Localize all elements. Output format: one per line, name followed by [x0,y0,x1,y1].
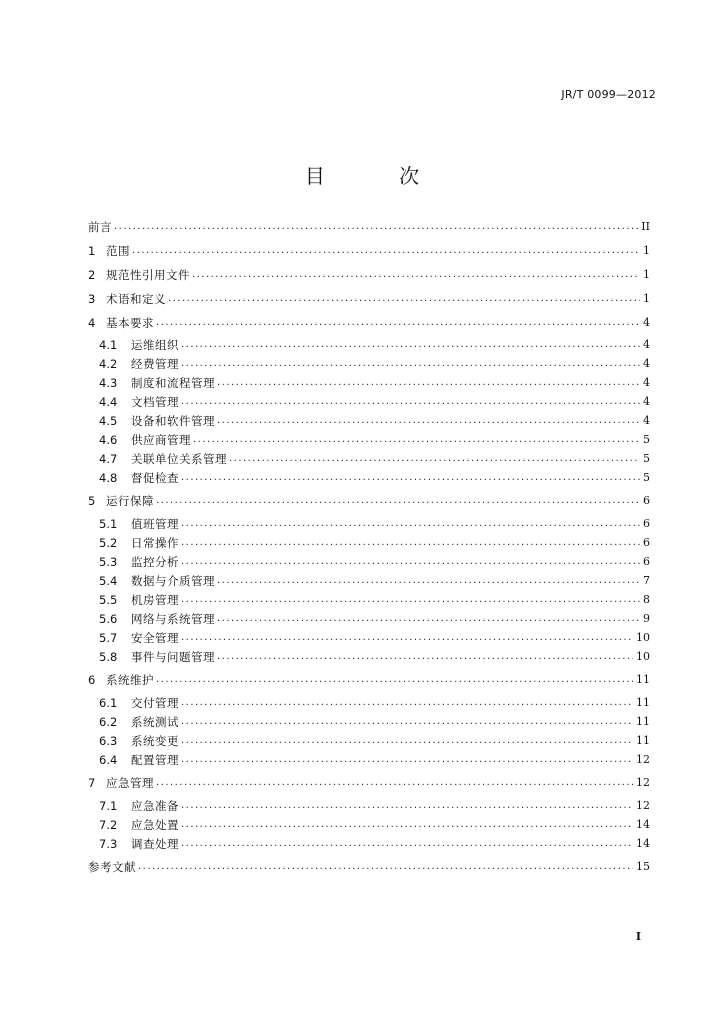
toc-leader-dots [181,554,640,570]
toc-entry-page: II [641,220,650,233]
toc-leader-dots [181,337,640,353]
toc-entry-label: 文档管理 [131,395,179,409]
toc-entry-page: 9 [643,612,650,625]
toc-entry-label: 参考文献 [88,860,136,874]
toc-entry-page: 12 [636,799,650,812]
toc-leader-dots [229,451,640,467]
toc-entry[interactable] [88,219,650,235]
toc-leader-dots [181,733,633,749]
toc-entry[interactable] [88,672,650,688]
toc-entry[interactable] [88,243,650,259]
toc-leader-dots [181,592,640,608]
toc-entry-label: 规范性引用文件 [106,268,190,282]
toc-entry[interactable] [99,554,650,570]
toc-leader-dots [217,649,633,665]
toc-leader-dots [217,611,640,627]
toc-entry[interactable] [99,714,650,730]
toc-entry[interactable] [88,267,650,283]
toc-entry[interactable] [99,470,650,486]
toc-entry-number: 5 [88,494,96,508]
toc-entry-number: 6.4 [99,753,118,767]
toc-entry[interactable] [88,493,650,509]
toc-leader-dots [217,413,640,429]
toc-entry-number: 5.4 [99,574,118,588]
toc-entry[interactable] [99,592,650,608]
toc-entry-page: 1 [643,268,650,281]
toc-entry[interactable] [99,630,650,646]
toc-entry[interactable] [99,733,650,749]
toc-entry-number: 5.6 [99,612,118,626]
toc-entry-label: 设备和软件管理 [131,414,215,428]
toc-leader-dots [156,775,633,791]
toc-entry-label: 基本要求 [106,316,154,330]
toc-leader-dots [156,672,633,688]
toc-leader-dots [181,714,633,730]
toc-entry-number: 6.2 [99,715,118,729]
toc-entry-page: 11 [636,715,650,728]
toc-entry-page: 4 [643,395,650,408]
toc-entry[interactable] [88,859,650,875]
toc-entry-label: 调查处理 [131,837,179,851]
toc-entry-number: 4.4 [99,395,118,409]
toc-entry-page: 4 [643,316,650,329]
toc-entry-label: 运行保障 [106,494,154,508]
toc-leader-dots [181,356,640,372]
toc-leader-dots [181,752,633,768]
toc-entry-number: 7 [88,776,96,790]
toc-title: 目 次 [304,164,454,188]
toc-entry-label: 系统变更 [131,734,179,748]
toc-entry-number: 5.5 [99,593,118,607]
toc-entry-label: 系统维护 [106,673,154,687]
toc-entry[interactable] [99,535,650,551]
toc-entry-page: 4 [643,376,650,389]
toc-entry-number: 5.8 [99,650,118,664]
toc-entry-number: 5.3 [99,555,118,569]
page-number: I [635,930,641,943]
toc-entry-page: 6 [643,494,650,507]
toc-entry-label: 制度和流程管理 [131,376,215,390]
toc-leader-dots [181,394,640,410]
toc-entry-number: 1 [88,244,96,258]
toc-entry[interactable] [88,775,650,791]
toc-entry-number: 5.2 [99,536,118,550]
toc-leader-dots [181,817,633,833]
toc-entry-page: 12 [636,753,650,766]
toc-entry-number: 4.7 [99,452,118,466]
toc-entry[interactable] [99,394,650,410]
toc-entry[interactable] [99,836,650,852]
toc-entry[interactable] [99,413,650,429]
toc-entry-page: 1 [643,244,650,257]
toc-entry-number: 2 [88,268,96,282]
toc-entry-label: 网络与系统管理 [131,612,215,626]
toc-entry-number: 6 [88,673,96,687]
toc-entry-label: 安全管理 [131,631,179,645]
toc-entry-number: 4.2 [99,357,118,371]
toc-entry-number: 7.3 [99,837,118,851]
toc-entry[interactable] [99,337,650,353]
toc-leader-dots [181,630,633,646]
toc-entry-page: 4 [643,357,650,370]
toc-leader-dots [181,798,633,814]
toc-entry[interactable] [99,817,650,833]
document-code: JR/T 0099—2012 [561,88,656,101]
toc-entry-page: 10 [636,650,650,663]
toc-entry-number: 3 [88,292,96,306]
toc-entry-label: 应急处置 [131,818,179,832]
toc-leader-dots [156,315,640,331]
toc-entry-page: 5 [643,471,650,484]
toc-leader-dots [168,291,640,307]
toc-entry-number: 4.6 [99,433,118,447]
toc-leader-dots [181,836,633,852]
toc-entry-page: 15 [636,860,650,873]
toc-entry-page: 11 [636,734,650,747]
toc-entry-number: 4.3 [99,376,118,390]
toc-entry-page: 12 [636,776,650,789]
toc-entry-page: 5 [643,433,650,446]
toc-entry-label: 事件与问题管理 [131,650,215,664]
toc-entry-label: 应急准备 [131,799,179,813]
toc-entry-label: 督促检查 [131,471,179,485]
toc-entry-page: 6 [643,536,650,549]
toc-entry[interactable] [99,649,650,665]
toc-entry-label: 经费管理 [131,357,179,371]
toc-entry[interactable] [88,315,650,331]
toc-entry-page: 14 [636,837,650,850]
toc-entry-page: 6 [643,555,650,568]
toc-entry-number: 6.1 [99,696,118,710]
toc-entry[interactable] [99,432,650,448]
toc-entry-page: 4 [643,414,650,427]
toc-entry-label: 术语和定义 [106,292,166,306]
toc-entry-label: 应急管理 [106,776,154,790]
toc-leader-dots [217,375,640,391]
toc-entry-page: 11 [636,673,650,686]
toc-leader-dots [181,470,640,486]
toc-entry-label: 配置管理 [131,753,179,767]
toc-leader-dots [132,243,640,259]
toc-entry-number: 4.8 [99,471,118,485]
toc-entry-label: 供应商管理 [131,433,191,447]
toc-entry-number: 5.1 [99,517,118,531]
toc-leader-dots [217,573,640,589]
toc-entry-number: 7.2 [99,818,118,832]
toc-entry[interactable] [99,573,650,589]
toc-leader-dots [156,493,640,509]
toc-entry-label: 监控分析 [131,555,179,569]
toc-leader-dots [193,432,640,448]
toc-entry-page: 10 [636,631,650,644]
toc-entry[interactable] [99,356,650,372]
toc-entry[interactable] [99,375,650,391]
toc-entry-label: 关联单位关系管理 [131,452,227,466]
toc-entry-page: 7 [643,574,650,587]
toc-entry-page: 6 [643,517,650,530]
toc-leader-dots [138,859,633,875]
toc-entry-label: 系统测试 [131,715,179,729]
toc-entry-label: 运维组织 [131,338,179,352]
toc-entry[interactable] [99,798,650,814]
toc-entry-number: 4 [88,316,96,330]
toc-leader-dots [181,516,640,532]
toc-entry-page: 1 [643,292,650,305]
toc-entry-label: 前言 [88,220,112,234]
toc-leader-dots [114,219,638,235]
toc-entry-label: 数据与介质管理 [131,574,215,588]
toc-leader-dots [192,267,640,283]
toc-entry-number: 5.7 [99,631,118,645]
toc-entry-page: 14 [636,818,650,831]
toc-entry[interactable] [99,752,650,768]
toc-entry-number: 7.1 [99,799,118,813]
toc-entry[interactable] [88,291,650,307]
toc-entry-page: 5 [643,452,650,465]
toc-entry-number: 4.1 [99,338,118,352]
toc-entry[interactable] [99,695,650,711]
toc-entry-page: 8 [643,593,650,606]
toc-entry-page: 11 [636,696,650,709]
toc-entry-number: 6.3 [99,734,118,748]
toc-leader-dots [181,535,640,551]
toc-entry[interactable] [99,611,650,627]
toc-entry-label: 范围 [106,244,130,258]
toc-entry-label: 交付管理 [131,696,179,710]
toc-entry-label: 机房管理 [131,593,179,607]
toc-entry[interactable] [99,516,650,532]
toc-entry-label: 值班管理 [131,517,179,531]
toc-entry-page: 4 [643,338,650,351]
toc-leader-dots [181,695,633,711]
toc-entry[interactable] [99,451,650,467]
toc-entry-label: 日常操作 [131,536,179,550]
toc-entry-number: 4.5 [99,414,118,428]
